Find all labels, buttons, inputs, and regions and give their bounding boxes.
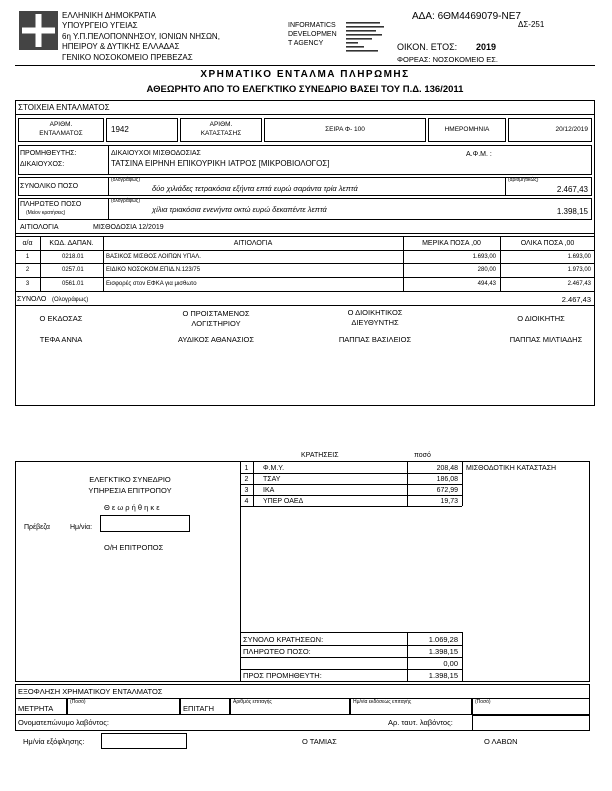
fiscal-year-label: ΟΙΚΟΝ. ΕΤΟΣ: — [397, 42, 458, 52]
items-header-reason: ΑΙΤΙΟΛΟΓΙΑ — [233, 240, 273, 247]
ada-code: ΑΔΑ: 6ΘΜ4469079-ΝΕ7 — [412, 11, 521, 22]
date-label: ΗΜΕΡΟΜΗΝΙΑ — [444, 126, 490, 133]
admin-director-title-2: ΔΙΕΥΘΥΝΤΗΣ — [351, 318, 399, 327]
approval-date-box — [100, 515, 190, 532]
order-number-label-2: ΕΝΤΑΛΜΑΤΟΣ — [39, 130, 83, 137]
total-label: ΣΥΝΟΛΙΚΟ ΠΟΣΟ — [20, 183, 79, 190]
paid-words-caption: (ολογράφως) — [111, 198, 141, 204]
order-number: 1942 — [111, 125, 129, 134]
fiscal-year: 2019 — [476, 42, 497, 52]
governor-name: ΠΑΠΠΑΣ ΜΙΛΤΙΑΔΗΣ — [509, 335, 583, 344]
informatics-line-1: INFORMATICS — [288, 22, 336, 29]
paid-amount: 1.398,15 — [556, 207, 588, 216]
total-words: δύο χιλιάδες τετρακόσια εξήντα επτά ευρώ σαράντα τρία λεπτά — [152, 184, 358, 193]
org-line-4: ΗΠΕΙΡΟΥ & ΔΥΤΙΚΗΣ ΕΛΛΑΔΑΣ — [62, 42, 180, 51]
payable-amount: 1.398,15 — [428, 647, 458, 656]
registry-label-1: ΑΡΙΘΜ. — [209, 121, 233, 128]
org-line-5: ΓΕΝΙΚΟ ΝΟΣΟΚΟΜΕΙΟ ΠΡΕΒΕΖΑΣ — [62, 53, 193, 62]
payment-date-box — [101, 733, 187, 749]
ds-code: ΔΣ-251 — [518, 20, 545, 29]
informatics-line-2: DEVELOPMEN — [288, 31, 337, 38]
check-date-caption: Ημ/νία εκδόσεως επιταγής — [353, 699, 412, 705]
order-number-label-1: ΑΡΙΘΜ. — [49, 121, 73, 128]
accounting-head-title-1: Ο ΠΡΟΙΣΤΑΜΕΝΟΣ — [182, 309, 250, 318]
withholdings-header-label: ΚΡΑΤΗΣΕΙΣ — [301, 452, 339, 459]
supplier-label-1: ΠΡΟΜΗΘΕΥΤΗΣ: — [20, 150, 77, 157]
total-amount: 2.467,43 — [556, 185, 588, 194]
settlement-title: ΕΞΟΦΛΗΣΗ ΧΡΗΜΑΤΙΚΟΥ ΕΝΤΑΛΜΑΤΟΣ — [18, 687, 163, 696]
check-number-caption: Αριθμός επιταγής — [233, 699, 272, 705]
document-subtitle: ΑΘΕΩΡΗΤΟ ΑΠΟ ΤΟ ΕΛΕΓΚΤΙΚΟ ΣΥΝΕΔΡΙΟ ΒΑΣΕΙ ΤΟΥ Π.Δ. 136/2011 — [146, 84, 464, 95]
items-header-partial: ΜΕΡΙΚΑ ΠΟΣΑ ,00 — [422, 240, 481, 247]
commissioner-label: Ο/Η ΕΠΙΤΡΟΠΟΣ — [104, 543, 164, 552]
payment-date-label: Ημ/νία εξόφλησης: — [23, 737, 85, 746]
total-words-caption: (ολογράφως) — [111, 177, 141, 183]
agency-label: ΦΟΡΕΑΣ: ΝΟΣΟΚΟΜΕΙΟ ΕΣ. — [397, 55, 498, 64]
registry-label-2: ΚΑΤΑΣΤΑΣΗΣ — [200, 130, 242, 137]
check-amount-caption: (Ποσό) — [475, 699, 491, 705]
to-supplier-amount: 1.398,15 — [428, 671, 458, 680]
reason-label: ΑΙΤΙΟΛΟΓΙΑ — [20, 224, 59, 231]
series-value: ΣΕΙΡΑ Φ- 100 — [325, 126, 365, 133]
org-line-3: 6η Υ.Π.ΠΕΛΟΠΟΝΝΗΣΟΥ, ΙΟΝΙΩΝ ΝΗΣΩΝ, — [62, 32, 220, 41]
issuer-name: ΤΕΦΑ ΑΝΝΑ — [39, 335, 83, 344]
cash-label: ΜΕΤΡΗΤΑ — [18, 704, 54, 713]
cashier-label: Ο ΤΑΜΙΑΣ — [302, 737, 337, 746]
governor-title: Ο ΔΙΟΙΚΗΤΗΣ — [517, 314, 565, 323]
withholdings-sum-label: ΣΥΝΟΛΟ ΚΡΑΤΗΣΕΩΝ: — [243, 635, 324, 644]
cash-amount-caption: (Ποσό) — [70, 699, 86, 705]
accounting-head-name: ΑΥΔΙΚΟΣ ΑΘΑΝΑΣΙΟΣ — [177, 335, 255, 344]
receiver-label: Ο ΛΑΒΩΝ — [484, 737, 518, 746]
audit-office-label-1: ΕΛΕΓΚΤΙΚΟ ΣΥΝΕΔΡΙΟ — [89, 475, 171, 484]
items-header-code: ΚΩΔ. ΔΑΠΑΝ. — [49, 240, 94, 247]
check-label: ΕΠΙΤΑΓΗ — [183, 704, 215, 713]
org-line-2: ΥΠΟΥΡΓΕΙΟ ΥΓΕΙΑΣ — [62, 21, 138, 30]
withholdings-header-amount: ποσό — [414, 452, 431, 459]
supplier-label-2: ΔΙΚΑΙΟΥΧΟΣ: — [20, 161, 65, 168]
document-title: ΧΡΗΜΑΤΙΚΟ ΕΝΤΑΛΜΑ ΠΛΗΡΩΜΗΣ — [200, 69, 410, 80]
informatics-line-3: T AGENCY — [288, 40, 324, 47]
header-rule — [15, 65, 595, 66]
items-sum-sublabel: (Ολογράφως) — [52, 297, 89, 303]
items-header-index: α/α — [22, 240, 33, 247]
order-date: 20/12/2019 — [555, 126, 588, 133]
greek-emblem-icon — [19, 11, 58, 50]
items-sum-label: ΣΥΝΟΛΟ — [17, 296, 47, 303]
reason-value: ΜΙΣΘΟΔΟΣΙΑ 12/2019 — [93, 224, 164, 231]
paid-label: ΠΛΗΡΩΤΕΟ ΠΟΣΟ — [20, 201, 82, 208]
afm-label: Α.Φ.Μ. : — [466, 151, 492, 158]
issuer-title: Ο ΕΚΔΟΣΑΣ — [39, 314, 83, 323]
admin-director-name: ΠΑΠΠΑΣ ΒΑΣΙΛΕΙΟΣ — [338, 335, 412, 344]
microprint-block — [346, 22, 386, 56]
to-supplier-label: ΠΡΟΣ ΠΡΟΜΗΘΕΥΤΗ: — [243, 671, 322, 680]
approval-date-label: Ημ/νία: — [70, 524, 93, 531]
audit-office-label-2: ΥΠΗΡΕΣΙΑ ΕΠΙΤΡΟΠΟΥ — [88, 486, 172, 495]
payee-label: Ονοματεπώνυμο λαβόντος: — [18, 718, 110, 727]
org-line-1: ΕΛΛΗΝΙΚΗ ΔΗΜΟΚΡΑΤΙΑ — [62, 11, 156, 20]
supplier-line-2: ΤΑΤΣΙΝΑ ΕΙΡΗΝΗ ΕΠΙΚΟΥΡΙΚΗ ΙΑΤΡΟΣ [ΜΙΚΡΟΒΙΟΛΟΓΟΣ] — [111, 159, 330, 168]
accounting-head-title-2: ΛΟΓΙΣΤΗΡΙΟΥ — [191, 319, 241, 328]
payee-id-box — [472, 715, 590, 731]
paid-words: χίλια τριακόσια ενενήντα οκτώ ευρώ δεκαπέντε λεπτά — [152, 205, 327, 214]
details-section-label: ΣΤΟΙΧΕΙΑ ΕΝΤΑΛΜΑΤΟΣ — [18, 103, 110, 112]
supplier-line-1: ΔΙΚΑΙΟΥΧΟΙ ΜΙΣΘΟΔΟΣΙΑΣ — [111, 150, 201, 157]
items-sum: 2.467,43 — [561, 295, 591, 304]
admin-director-title-1: Ο ΔΙΟΙΚΗΤΙΚΟΣ — [347, 308, 403, 317]
items-header-total: ΟΛΙΚΑ ΠΟΣΑ ,00 — [520, 240, 575, 247]
approved-label: Θ ε ω ρ ή θ η κ ε — [104, 503, 160, 512]
withholdings-sum: 1.069,28 — [428, 635, 458, 644]
total-digits-caption: (αριθμητικώς) — [508, 177, 539, 183]
place-label: Πρέβεζα — [24, 524, 50, 531]
zero-amount: 0,00 — [443, 659, 458, 668]
payable-label: ΠΛΗΡΩΤΕΟ ΠΟΣΟ: — [243, 647, 311, 656]
payee-id-label: Αρ. ταυτ. λαβόντος: — [388, 718, 453, 727]
paid-sublabel: (Μείον κρατήσεις) — [26, 210, 66, 216]
